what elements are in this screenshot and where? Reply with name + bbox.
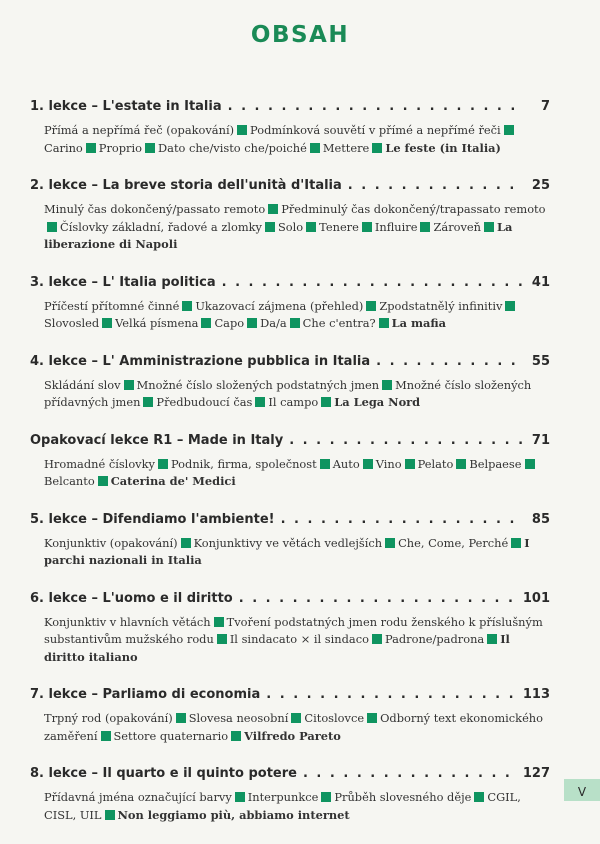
green-square-bullet-icon bbox=[363, 459, 373, 469]
lesson-topics bbox=[30, 535, 550, 570]
green-square-bullet-icon bbox=[268, 204, 278, 214]
lesson-title: 4. lekce – L' Amministrazione pubblica in Italia bbox=[30, 353, 371, 369]
toc-entry-heading[interactable] bbox=[30, 98, 550, 116]
green-square-bullet-icon bbox=[86, 143, 96, 153]
dot-leader bbox=[239, 590, 515, 608]
green-square-bullet-icon bbox=[379, 318, 389, 328]
grammar-topic: Influire bbox=[374, 219, 418, 234]
grammar-topic: Podmínková souvětí v přímé a nepřímé řeči bbox=[250, 123, 501, 137]
toc-entry bbox=[30, 177, 550, 254]
lesson-topics bbox=[30, 614, 550, 667]
culture-topic: Le feste (in Italia) bbox=[385, 140, 501, 155]
culture-topic: La Lega Nord bbox=[334, 395, 421, 409]
lesson-page-number: 25 bbox=[531, 178, 550, 193]
lesson-page-number: 113 bbox=[522, 687, 550, 702]
grammar-topic: CGIL, CISL, UIL bbox=[44, 790, 521, 822]
grammar-topic: Padrone/padrona bbox=[384, 632, 485, 646]
toc-entry-heading[interactable] bbox=[30, 177, 550, 195]
dot-leader bbox=[266, 686, 515, 704]
green-square-bullet-icon bbox=[310, 143, 320, 153]
grammar-topic: Hromadné číslovky bbox=[44, 456, 155, 471]
lesson-page-number: 127 bbox=[522, 766, 550, 781]
grammar-topic: Množné číslo složených přídavných jmen bbox=[44, 377, 532, 409]
grammar-topic: Velká písmena bbox=[115, 316, 199, 330]
green-square-bullet-icon bbox=[182, 301, 192, 311]
grammar-topic: Přídavná jména označující barvy bbox=[44, 790, 232, 804]
green-square-bullet-icon bbox=[487, 634, 497, 644]
green-square-bullet-icon bbox=[525, 459, 535, 469]
green-square-bullet-icon bbox=[47, 222, 57, 232]
lesson-page-number: 71 bbox=[531, 432, 550, 448]
toc-entry bbox=[30, 686, 550, 745]
toc-entry bbox=[30, 353, 550, 412]
green-square-bullet-icon bbox=[291, 713, 301, 723]
green-square-bullet-icon bbox=[420, 222, 430, 232]
toc-entry-heading[interactable] bbox=[30, 274, 550, 292]
grammar-topic: Průběh slovesného děje bbox=[334, 790, 472, 804]
culture-topic: Vilfredo Pareto bbox=[244, 728, 341, 743]
grammar-topic: Předminulý čas dokončený/trapassato remoto bbox=[281, 202, 546, 216]
grammar-topic: Il sindacato × il sindaco bbox=[229, 632, 369, 646]
grammar-topic: Skládání slov bbox=[44, 377, 121, 392]
culture-topic: Il diritto italiano bbox=[44, 632, 510, 664]
grammar-topic: Minulý čas dokončený/passato remoto bbox=[44, 202, 266, 216]
lesson-topics bbox=[30, 201, 550, 254]
lesson-topics bbox=[30, 789, 550, 824]
grammar-topic: Přímá a nepřímá řeč (opakování) bbox=[44, 123, 235, 137]
green-square-bullet-icon bbox=[320, 459, 330, 469]
grammar-topic: Dato che/visto che/poiché bbox=[158, 140, 307, 155]
page-title: OBSAH bbox=[250, 22, 350, 48]
grammar-topic: Příčestí přítomné činné bbox=[44, 298, 180, 313]
grammar-topic: Množné číslo složených podstatných jmen bbox=[136, 377, 380, 392]
green-square-bullet-icon bbox=[362, 222, 372, 232]
green-square-bullet-icon bbox=[290, 318, 300, 328]
grammar-topic: Mettere bbox=[322, 140, 370, 155]
dot-leader bbox=[348, 177, 522, 195]
lesson-page-number: 41 bbox=[531, 274, 550, 290]
lesson-page-number: 85 bbox=[531, 511, 550, 527]
grammar-topic: Tenere bbox=[319, 219, 359, 234]
toc-entry bbox=[30, 274, 550, 333]
dot-leader bbox=[303, 765, 515, 783]
green-square-bullet-icon bbox=[255, 397, 265, 407]
green-square-bullet-icon bbox=[105, 810, 115, 820]
dot-leader bbox=[228, 98, 522, 116]
lesson-page-number: 7 bbox=[540, 99, 550, 114]
culture-topic: La mafia bbox=[391, 316, 447, 330]
green-square-bullet-icon bbox=[456, 459, 466, 469]
toc-entry bbox=[30, 98, 550, 157]
grammar-topic: Zpodstatnělý infinitiv bbox=[379, 298, 503, 313]
dot-leader bbox=[222, 274, 522, 292]
grammar-topic: Zároveň bbox=[433, 219, 482, 234]
green-square-bullet-icon bbox=[201, 318, 211, 328]
grammar-topic: Konjunktivy ve větách vedlejších bbox=[193, 535, 383, 550]
toc-entry bbox=[30, 590, 550, 667]
green-square-bullet-icon bbox=[181, 538, 191, 548]
table-of-contents bbox=[30, 98, 550, 844]
culture-topic: La liberazione di Napoli bbox=[44, 219, 513, 251]
lesson-title: 2. lekce – La breve storia dell'unità d'Italia bbox=[30, 178, 342, 193]
grammar-topic: Solo bbox=[277, 219, 304, 234]
lesson-topics bbox=[30, 456, 550, 491]
green-square-bullet-icon bbox=[124, 380, 134, 390]
grammar-topic: Settore quaternario bbox=[113, 728, 229, 743]
grammar-topic: Slovesa neosobní bbox=[188, 711, 289, 725]
green-square-bullet-icon bbox=[382, 380, 392, 390]
green-square-bullet-icon bbox=[217, 634, 227, 644]
grammar-topic: Konjunktiv (opakování) bbox=[44, 535, 178, 550]
green-square-bullet-icon bbox=[372, 634, 382, 644]
grammar-topic: Trpný rod (opakování) bbox=[44, 711, 173, 725]
green-square-bullet-icon bbox=[98, 476, 108, 486]
grammar-topic: Da/a bbox=[260, 316, 287, 330]
toc-entry-heading[interactable] bbox=[30, 765, 550, 783]
green-square-bullet-icon bbox=[158, 459, 168, 469]
lesson-topics bbox=[30, 122, 550, 157]
green-square-bullet-icon bbox=[306, 222, 316, 232]
grammar-topic: Slovosled bbox=[44, 316, 100, 330]
lesson-title: 7. lekce – Parliamo di economia bbox=[30, 687, 261, 702]
green-square-bullet-icon bbox=[385, 538, 395, 548]
green-square-bullet-icon bbox=[504, 125, 514, 135]
toc-entry-heading[interactable] bbox=[30, 590, 550, 608]
grammar-topic: Il campo bbox=[268, 395, 319, 409]
grammar-topic: Interpunkce bbox=[247, 790, 319, 804]
green-square-bullet-icon bbox=[265, 222, 275, 232]
toc-entry bbox=[30, 765, 550, 824]
green-square-bullet-icon bbox=[366, 301, 376, 311]
grammar-topic: Vino bbox=[375, 456, 402, 471]
page-number: V bbox=[564, 779, 600, 801]
lesson-topics bbox=[30, 710, 550, 745]
grammar-topic: Che, Come, Perché bbox=[398, 535, 509, 550]
lesson-page-number: 101 bbox=[522, 590, 550, 606]
green-square-bullet-icon bbox=[214, 617, 224, 627]
lesson-title: Opakovací lekce R1 – Made in Italy bbox=[30, 432, 284, 448]
grammar-topic: Ukazovací zájmena (přehled) bbox=[195, 298, 364, 313]
green-square-bullet-icon bbox=[511, 538, 521, 548]
toc-entry bbox=[30, 432, 550, 491]
green-square-bullet-icon bbox=[237, 125, 247, 135]
grammar-topic: Proprio bbox=[98, 140, 143, 155]
dot-leader bbox=[376, 353, 522, 371]
lesson-title: 8. lekce – Il quarto e il quinto potere bbox=[30, 766, 297, 781]
green-square-bullet-icon bbox=[143, 397, 153, 407]
grammar-topic: Číslovky základní, řadové a zlomky bbox=[60, 219, 262, 234]
grammar-topic: Carino bbox=[44, 140, 83, 155]
lesson-title: 1. lekce – L'estate in Italia bbox=[30, 99, 222, 114]
culture-topic: Non leggiamo più, abbiamo internet bbox=[117, 807, 350, 822]
grammar-topic: Auto bbox=[332, 456, 360, 471]
lesson-title: 3. lekce – L' Italia politica bbox=[30, 274, 216, 290]
dot-leader bbox=[281, 511, 522, 529]
green-square-bullet-icon bbox=[484, 222, 494, 232]
dot-leader bbox=[289, 432, 522, 450]
green-square-bullet-icon bbox=[321, 397, 331, 407]
grammar-topic: Citoslovce bbox=[304, 711, 365, 725]
lesson-topics bbox=[30, 377, 550, 412]
toc-entry-heading[interactable] bbox=[30, 686, 550, 704]
grammar-topic: Belpaese bbox=[469, 456, 522, 471]
culture-topic: Caterina de' Medici bbox=[110, 474, 236, 488]
grammar-topic: Podnik, firma, společnost bbox=[170, 456, 317, 471]
green-square-bullet-icon bbox=[176, 713, 186, 723]
lesson-topics bbox=[30, 298, 550, 333]
grammar-topic: Tvoření podstatných jmen rodu ženského k příslušným substantivům mužského rodu bbox=[44, 614, 543, 646]
green-square-bullet-icon bbox=[247, 318, 257, 328]
green-square-bullet-icon bbox=[367, 713, 377, 723]
grammar-topic: Odborný text ekonomického zaměření bbox=[44, 711, 544, 743]
toc-entry-heading[interactable] bbox=[30, 353, 550, 371]
culture-topic: I parchi nazionali in Italia bbox=[44, 535, 530, 567]
toc-entry bbox=[30, 511, 550, 570]
grammar-topic: Belcanto bbox=[44, 474, 95, 488]
grammar-topic: Che c'entra? bbox=[302, 316, 376, 330]
lesson-title: 5. lekce – Difendiamo l'ambiente! bbox=[30, 511, 275, 527]
grammar-topic: Pelato bbox=[417, 456, 454, 471]
green-square-bullet-icon bbox=[101, 731, 111, 741]
green-square-bullet-icon bbox=[231, 731, 241, 741]
lesson-title: 6. lekce – L'uomo e il diritto bbox=[30, 590, 233, 606]
grammar-topic: Konjunktiv v hlavních větách bbox=[44, 614, 211, 629]
green-square-bullet-icon bbox=[372, 143, 382, 153]
green-square-bullet-icon bbox=[102, 318, 112, 328]
green-square-bullet-icon bbox=[505, 301, 515, 311]
green-square-bullet-icon bbox=[405, 459, 415, 469]
lesson-page-number: 55 bbox=[531, 353, 550, 369]
toc-entry-heading[interactable] bbox=[30, 511, 550, 529]
green-square-bullet-icon bbox=[145, 143, 155, 153]
grammar-topic: Capo bbox=[214, 316, 245, 330]
grammar-topic: Předbudoucí čas bbox=[156, 395, 253, 409]
toc-entry-heading[interactable] bbox=[30, 432, 550, 450]
